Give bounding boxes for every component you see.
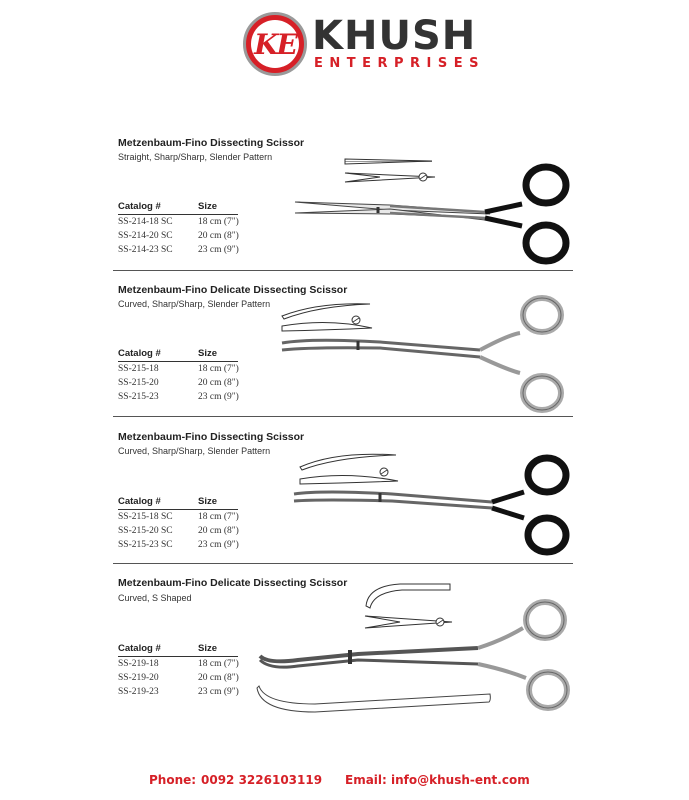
email-link[interactable]: info@khush-ent.com: [391, 773, 530, 787]
catalog-number: SS-215-18: [118, 364, 159, 374]
catalog-number: SS-215-18 SC: [118, 512, 173, 522]
table-row: [118, 392, 238, 404]
size-value: 23 cm (9"): [198, 392, 239, 402]
size-value: 18 cm (7"): [198, 217, 239, 227]
catalog-table-header: [118, 348, 238, 362]
section-divider: [113, 416, 573, 417]
table-row: [118, 687, 238, 699]
catalog-table: [118, 643, 238, 699]
table-row: [118, 378, 238, 390]
size-header: Size: [198, 201, 218, 212]
catalog-number: SS-219-23: [118, 687, 159, 697]
table-row: [118, 512, 238, 524]
product-title: Metzenbaum-Fino Delicate Dissecting Scissor: [118, 284, 348, 296]
catalog-number: SS-214-23 SC: [118, 245, 173, 255]
table-row: [118, 540, 238, 552]
phone-number: 0092 3226103119: [201, 773, 323, 787]
company-subtitle: ENTERPRISES: [314, 56, 485, 71]
contact-footer: [0, 773, 689, 793]
section-divider: [113, 563, 573, 564]
catalog-table: [118, 348, 238, 404]
logo-monogram: KE: [254, 27, 296, 61]
catalog-number: SS-215-23 SC: [118, 540, 173, 550]
scissor-black-handle-image: [290, 160, 580, 270]
size-value: 18 cm (7"): [198, 512, 239, 522]
size-value: 20 cm (8"): [198, 378, 239, 388]
product-subtitle: Curved, S Shaped: [118, 593, 192, 603]
catalog-header: Catalog #: [118, 643, 161, 654]
size-value: 18 cm (7"): [198, 364, 239, 374]
section-divider: [113, 270, 573, 271]
table-row: [118, 659, 238, 671]
product-subtitle: Curved, Sharp/Sharp, Slender Pattern: [118, 446, 271, 456]
catalog-number: SS-215-20 SC: [118, 526, 173, 536]
size-value: 20 cm (8"): [198, 526, 239, 536]
product-title: Metzenbaum-Fino Delicate Dissecting Scissor: [118, 577, 348, 589]
size-header: Size: [198, 348, 218, 359]
header: [0, 0, 689, 100]
catalog-number: SS-214-18 SC: [118, 217, 173, 227]
size-value: 23 cm (9"): [198, 687, 239, 697]
size-value: 20 cm (8"): [198, 673, 239, 683]
size-value: 18 cm (7"): [198, 659, 239, 669]
catalog-number: SS-214-20 SC: [118, 231, 173, 241]
catalog-header: Catalog #: [118, 496, 161, 507]
catalog-table: [118, 496, 238, 552]
product-title: Metzenbaum-Fino Dissecting Scissor: [118, 431, 305, 443]
product-subtitle: Straight, Sharp/Sharp, Slender Pattern: [118, 152, 273, 162]
company-name: KHUSH: [312, 13, 477, 59]
phone-label: Phone:: [149, 773, 197, 787]
catalog-number: SS-219-20: [118, 673, 159, 683]
table-row: [118, 245, 238, 257]
catalog-number: SS-219-18: [118, 659, 159, 669]
size-value: 23 cm (9"): [198, 245, 239, 255]
catalog-table: [118, 201, 238, 257]
scissor-silver-handle-image: [280, 295, 580, 420]
catalog-table-header: [118, 201, 238, 215]
table-row: [118, 217, 238, 229]
catalog-header: Catalog #: [118, 201, 161, 212]
email-label: Email:: [345, 773, 387, 787]
size-header: Size: [198, 643, 218, 654]
catalog-table-header: [118, 643, 238, 657]
size-value: 23 cm (9"): [198, 540, 239, 550]
size-value: 20 cm (8"): [198, 231, 239, 241]
size-header: Size: [198, 496, 218, 507]
scissor-s-shaped-image: [258, 590, 583, 720]
catalog-number: SS-215-23: [118, 392, 159, 402]
company-logo-badge: [243, 12, 307, 76]
product-subtitle: Curved, Sharp/Sharp, Slender Pattern: [118, 299, 271, 309]
catalog-number: SS-215-20: [118, 378, 159, 388]
table-row: [118, 673, 238, 685]
product-title: Metzenbaum-Fino Dissecting Scissor: [118, 137, 305, 149]
scissor-black-handle-image: [292, 450, 582, 560]
table-row: [118, 231, 238, 243]
table-row: [118, 526, 238, 538]
table-row: [118, 364, 238, 376]
catalog-table-header: [118, 496, 238, 510]
catalog-header: Catalog #: [118, 348, 161, 359]
